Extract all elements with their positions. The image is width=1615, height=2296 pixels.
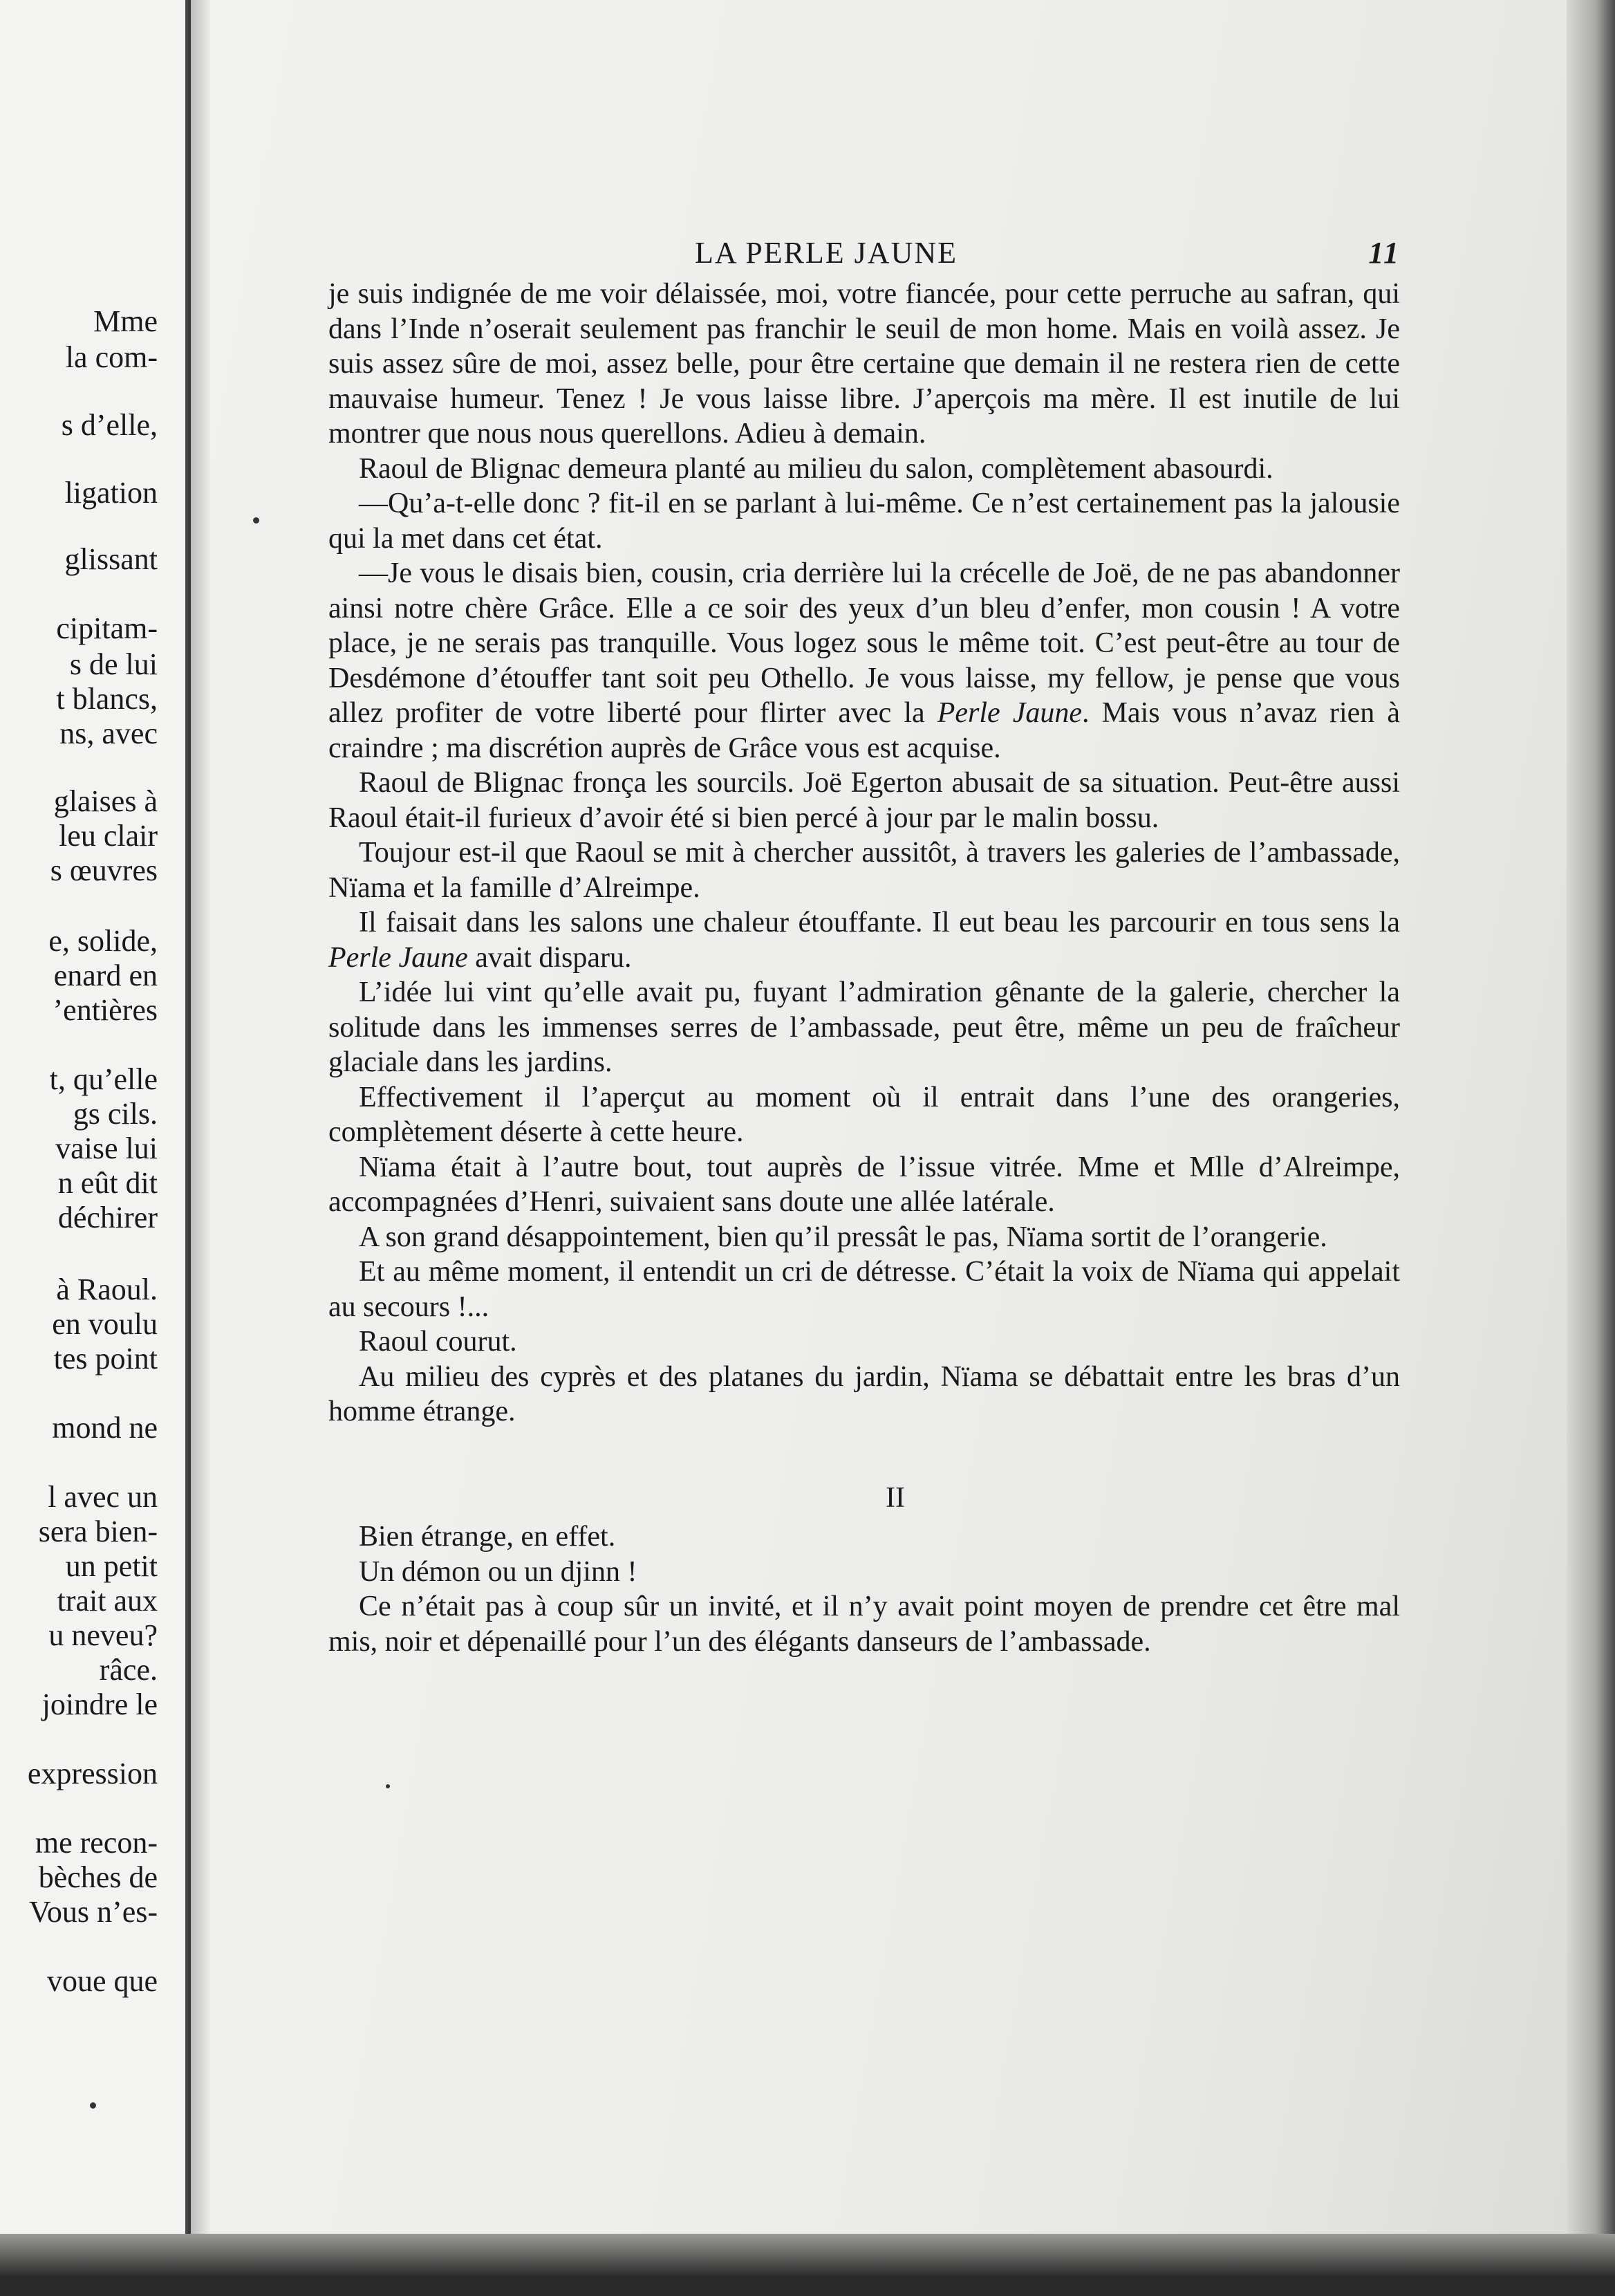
adjacent-page-line: mond ne bbox=[52, 1411, 158, 1445]
paragraph: Raoul de Blignac fronça les sourcils. Joë Egerton abusait de sa situation. Peut-être aussi Raoul était-il furieux d’avoir été si bien percé à jour par le malin bossu. bbox=[328, 767, 1400, 834]
adjacent-page-line: glissant bbox=[64, 542, 158, 576]
paragraph: Nïama était à l’autre bout, tout auprès de l’issue vitrée. Mme et Mlle d’Alreimpe, accompagnées d’Henri, suivaient sans doute une allée latérale. bbox=[328, 1151, 1400, 1218]
adjacent-page-line: ligation bbox=[64, 476, 158, 510]
adjacent-page-strip bbox=[0, 0, 191, 2296]
paragraph: Ce n’était pas à coup sûr un invité, et il n’y avait point moyen de prendre cet être mal mis, noir et dépenaillé pour l’un des élégants danseurs de l’ambassade. bbox=[328, 1591, 1400, 1658]
adjacent-page-line: voue que bbox=[46, 1964, 158, 1998]
adjacent-page-line: s œuvres bbox=[50, 853, 158, 887]
adjacent-page-line: la com- bbox=[65, 340, 158, 374]
paragraph: Bien étrange, en effet. bbox=[359, 1521, 616, 1553]
page-gutter bbox=[191, 0, 210, 2296]
adjacent-page-line: un petit bbox=[65, 1549, 158, 1583]
section-number: II bbox=[886, 1481, 905, 1514]
adjacent-page-line: déchirer bbox=[57, 1201, 158, 1234]
page-edge bbox=[185, 0, 188, 2296]
ink-speck bbox=[253, 517, 259, 524]
paragraph: Toujour est-il que Raoul se mit à chercher aussitôt, à travers les galeries de l’ambassade, Nïama et la famille d’Alreimpe. bbox=[328, 837, 1400, 904]
adjacent-page-line: bèches de bbox=[38, 1860, 158, 1894]
page-right-edge bbox=[1567, 0, 1615, 2296]
adjacent-page-line: ’entières bbox=[53, 993, 158, 1027]
adjacent-page-line: expression bbox=[27, 1757, 158, 1790]
paragraph: Effectivement il l’aperçut au moment où il entrait dans l’une des orangeries, complètement déserte à cette heure. bbox=[328, 1081, 1400, 1148]
adjacent-page-line: cipitam- bbox=[56, 611, 158, 645]
adjacent-page-line: me recon- bbox=[35, 1826, 158, 1860]
paragraph: Raoul courut. bbox=[359, 1326, 517, 1358]
paragraph: —Je vous le disais bien, cousin, cria derrière lui la crécelle de Joë, de ne pas abandonner ainsi notre chère Grâce. Elle a ce soir des yeux d’un bleu d’enfer, mon cousin ! A votre place, je ne serais pas tranquille. Vous logez sous le même toit. C’est peut-être au tour de Desdémone d’étouffer tant soit peu Othello. Je vous laisse, my fellow, je pense que vous allez profiter de votre liberté pour flirter avec la Perle Jaune. Mais vous n’avaz rien à craindre ; ma discrétion auprès de Grâce vous est acquise. bbox=[328, 557, 1400, 764]
adjacent-page-line: leu clair bbox=[59, 819, 158, 853]
paragraph: je suis indignée de me voir délaissée, moi, votre fiancée, pour cette perruche au safran, qui dans l’Inde n’oserait seulement pas franchir le seuil de mon home. Mais en voilà assez. Je suis assez sûre de moi, assez belle, pour être certaine que demain il ne restera rien de cette mauvaise humeur. Tenez ! Je vous laisse libre. J’aperçois ma mère. Il est inutile de lui montrer que nous nous querellons. Adieu à demain. bbox=[328, 278, 1400, 450]
adjacent-page-line: glaises à bbox=[53, 784, 158, 818]
adjacent-page-line: ns, avec bbox=[59, 716, 158, 750]
paragraph: Raoul de Blignac demeura planté au milieu du salon, complètement abasourdi. bbox=[359, 452, 1273, 485]
ink-speck bbox=[386, 1784, 390, 1788]
adjacent-page-line: en voulu bbox=[52, 1307, 158, 1341]
body-text bbox=[328, 277, 1400, 1659]
adjacent-page-line: enard en bbox=[53, 959, 158, 992]
adjacent-page-line: gs cils. bbox=[73, 1097, 158, 1131]
page-number: 11 bbox=[1368, 236, 1400, 270]
adjacent-page-line: à Raoul. bbox=[56, 1272, 158, 1306]
paragraph: Un démon ou un djinn ! bbox=[359, 1555, 637, 1588]
ink-speck bbox=[90, 2102, 96, 2109]
adjacent-page-line: joindre le bbox=[41, 1687, 158, 1721]
running-head bbox=[328, 235, 1400, 277]
adjacent-page-line: s de lui bbox=[69, 647, 158, 681]
adjacent-page-line: t, qu’elle bbox=[49, 1062, 158, 1096]
adjacent-page-line: tes point bbox=[53, 1342, 158, 1376]
page-content bbox=[328, 235, 1400, 1659]
adjacent-page-line: sera bien- bbox=[38, 1515, 158, 1548]
adjacent-page-line: l avec un bbox=[48, 1480, 158, 1514]
running-title: LA PERLE JAUNE bbox=[695, 236, 958, 270]
adjacent-page-line: trait aux bbox=[57, 1584, 158, 1618]
paragraph: Au milieu des cyprès et des platanes du jardin, Nïama se débattait entre les bras d’un homme étrange. bbox=[328, 1360, 1400, 1427]
adjacent-page-line: Vous n’es- bbox=[28, 1895, 158, 1929]
adjacent-page-line: Mme bbox=[93, 304, 158, 338]
paragraph: —Qu’a-t-elle donc ? fit-il en se parlant à lui-même. Ce n’est certainement pas la jalousie qui la met dans cet état. bbox=[328, 488, 1400, 555]
adjacent-page-line: n eût dit bbox=[57, 1166, 158, 1200]
paragraph: Et au même moment, il entendit un cri de détresse. C’était la voix de Nïama qui appelait au secours !... bbox=[328, 1256, 1400, 1323]
page-bottom-edge bbox=[0, 2234, 1615, 2296]
book-title-italic: Perle Jaune bbox=[937, 697, 1083, 729]
adjacent-page-line: vaise lui bbox=[55, 1131, 158, 1165]
adjacent-page-line: u neveu? bbox=[48, 1618, 158, 1652]
adjacent-page-line: râce. bbox=[99, 1653, 158, 1687]
adjacent-page-line: t blancs, bbox=[56, 682, 158, 716]
adjacent-page-line: s d’elle, bbox=[61, 408, 158, 442]
book-title-italic: Perle Jaune bbox=[328, 941, 468, 974]
adjacent-page-line: e, solide, bbox=[48, 924, 158, 958]
paragraph: Il faisait dans les salons une chaleur étouffante. Il eut beau les parcourir en tous sens la Perle Jaune avait disparu. bbox=[328, 907, 1400, 974]
paragraph: L’idée lui vint qu’elle avait pu, fuyant l’admiration gênante de la galerie, chercher la solitude dans les immenses serres de l’ambassade, peut être, même un peu de fraîcheur glaciale dans les jardins. bbox=[328, 976, 1400, 1078]
paragraph: A son grand désappointement, bien qu’il pressât le pas, Nïama sortit de l’orangerie. bbox=[359, 1221, 1327, 1253]
